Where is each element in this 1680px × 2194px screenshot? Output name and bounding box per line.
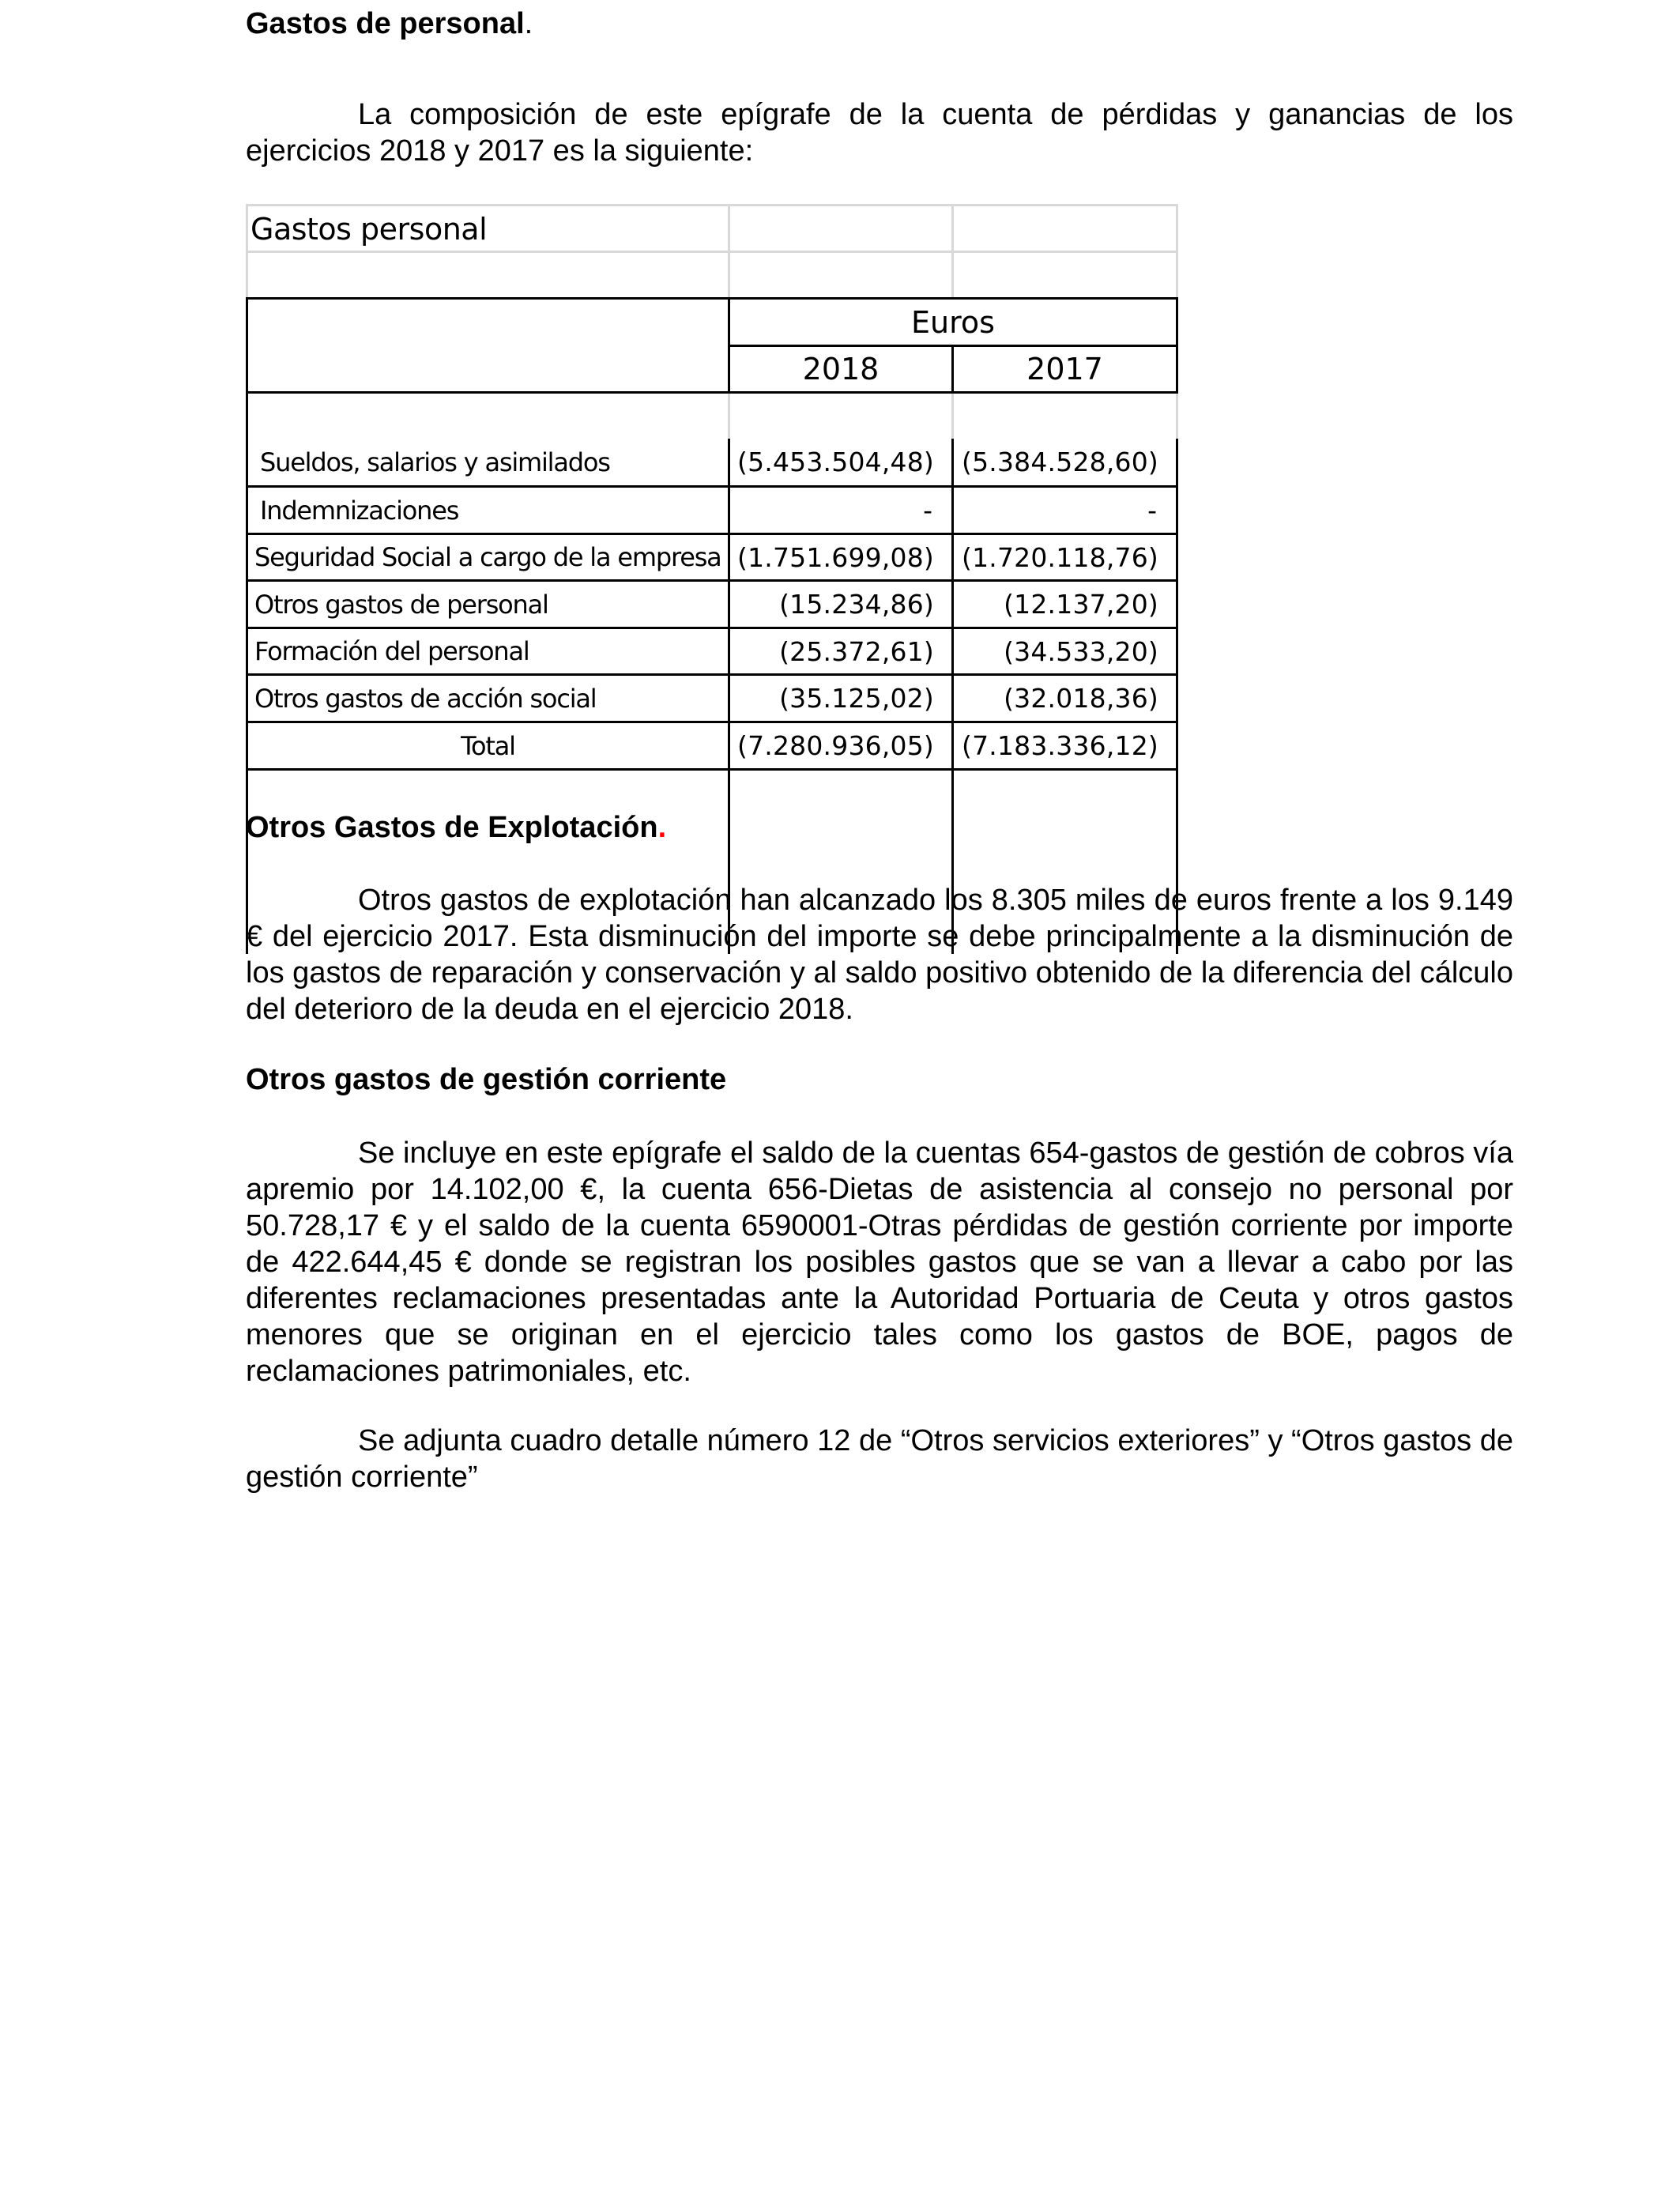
year-header-2018: 2018: [802, 352, 880, 386]
total-2018: (7.280.936,05): [737, 730, 934, 761]
section-heading-otros-gastos-explotacion: [246, 810, 666, 845]
table-cell-2017: -: [1147, 495, 1157, 526]
table-row-label: Sueldos, salarios y asimilados: [260, 447, 610, 477]
section-heading-gastos-personal: [246, 6, 533, 41]
table-row-label: Otros gastos de personal: [254, 589, 548, 620]
heading-text: Gastos de personal: [246, 7, 525, 40]
table-cell-2018: (1.751.699,08): [737, 541, 934, 573]
table-row-label: Formación del personal: [254, 636, 529, 666]
total-2017: (7.183.336,12): [962, 730, 1158, 761]
heading-suffix: .: [524, 7, 533, 40]
table-row-label: Seguridad Social a cargo de la empresa: [254, 542, 721, 572]
table-cell-2017: (1.720.118,76): [962, 541, 1158, 573]
heading-suffix: .: [657, 811, 667, 844]
table-cell-2017: (34.533,20): [1004, 635, 1158, 667]
gestion-corriente-paragraph: Se incluye en este epígrafe el saldo de la cuentas 654-gastos de gestión de cobros vía apremio por 14.102,00 €, la cuenta 656-Dietas de asistencia al consejo no personal por 50.728,17 € y el saldo de la cuenta 6590001-Otras pérdidas de gestión corriente por importe de 422.644,45 € donde se registran los posibles gastos que se van a llevar a cabo por las diferentes reclamaciones presentadas ante la Autoridad Portuaria de Ceuta y otros gastos menores que se originan en el ejercicio tales como los gastos de BOE, pagos de reclamaciones patrimoniales, etc.: [246, 1137, 1513, 1388]
section-heading-gestion-corriente: Otros gastos de gestión corriente: [246, 1063, 727, 1096]
explotacion-paragraph: Otros gastos de explotación han alcanzado los 8.305 miles de euros frente a los 9.149 € del ejercicio 2017. Esta disminución del importe se debe principalmente a la disminución de los gastos de reparación y conservación y al saldo positivo obtenido de la diferencia del cálculo del deterioro de la deuda en el ejercicio 2018.: [246, 884, 1513, 1026]
table-row-label: Indemnizaciones: [260, 495, 459, 526]
table-cell-2018: (25.372,61): [779, 635, 934, 667]
table-row-label: Otros gastos de acción social: [254, 683, 597, 714]
table-cell-2018: (15.234,86): [779, 589, 934, 620]
table-cell-2017: (32.018,36): [1004, 683, 1158, 714]
table-cell-2018: (35.125,02): [779, 683, 934, 714]
table-cell-2018: (5.453.504,48): [737, 447, 934, 477]
table-cell-2017: (12.137,20): [1004, 589, 1158, 620]
year-header-2017: 2017: [1026, 352, 1103, 386]
cuadro-detalle-paragraph: Se adjunta cuadro detalle número 12 de “Otros servicios exteriores” y “Otros gastos de gestión corriente”: [246, 1424, 1513, 1494]
table-caption: Gastos personal: [250, 212, 488, 247]
total-label: Total: [461, 730, 515, 761]
table-cell-2018: -: [923, 495, 932, 526]
heading-text: Otros Gastos de Explotación: [246, 811, 658, 844]
intro-paragraph: La composición de este epígrafe de la cuenta de pérdidas y ganancias de los ejercicios 2018 y 2017 es la siguiente:: [246, 98, 1513, 168]
unit-header: Euros: [911, 304, 995, 340]
table-cell-2017: (5.384.528,60): [962, 447, 1158, 477]
